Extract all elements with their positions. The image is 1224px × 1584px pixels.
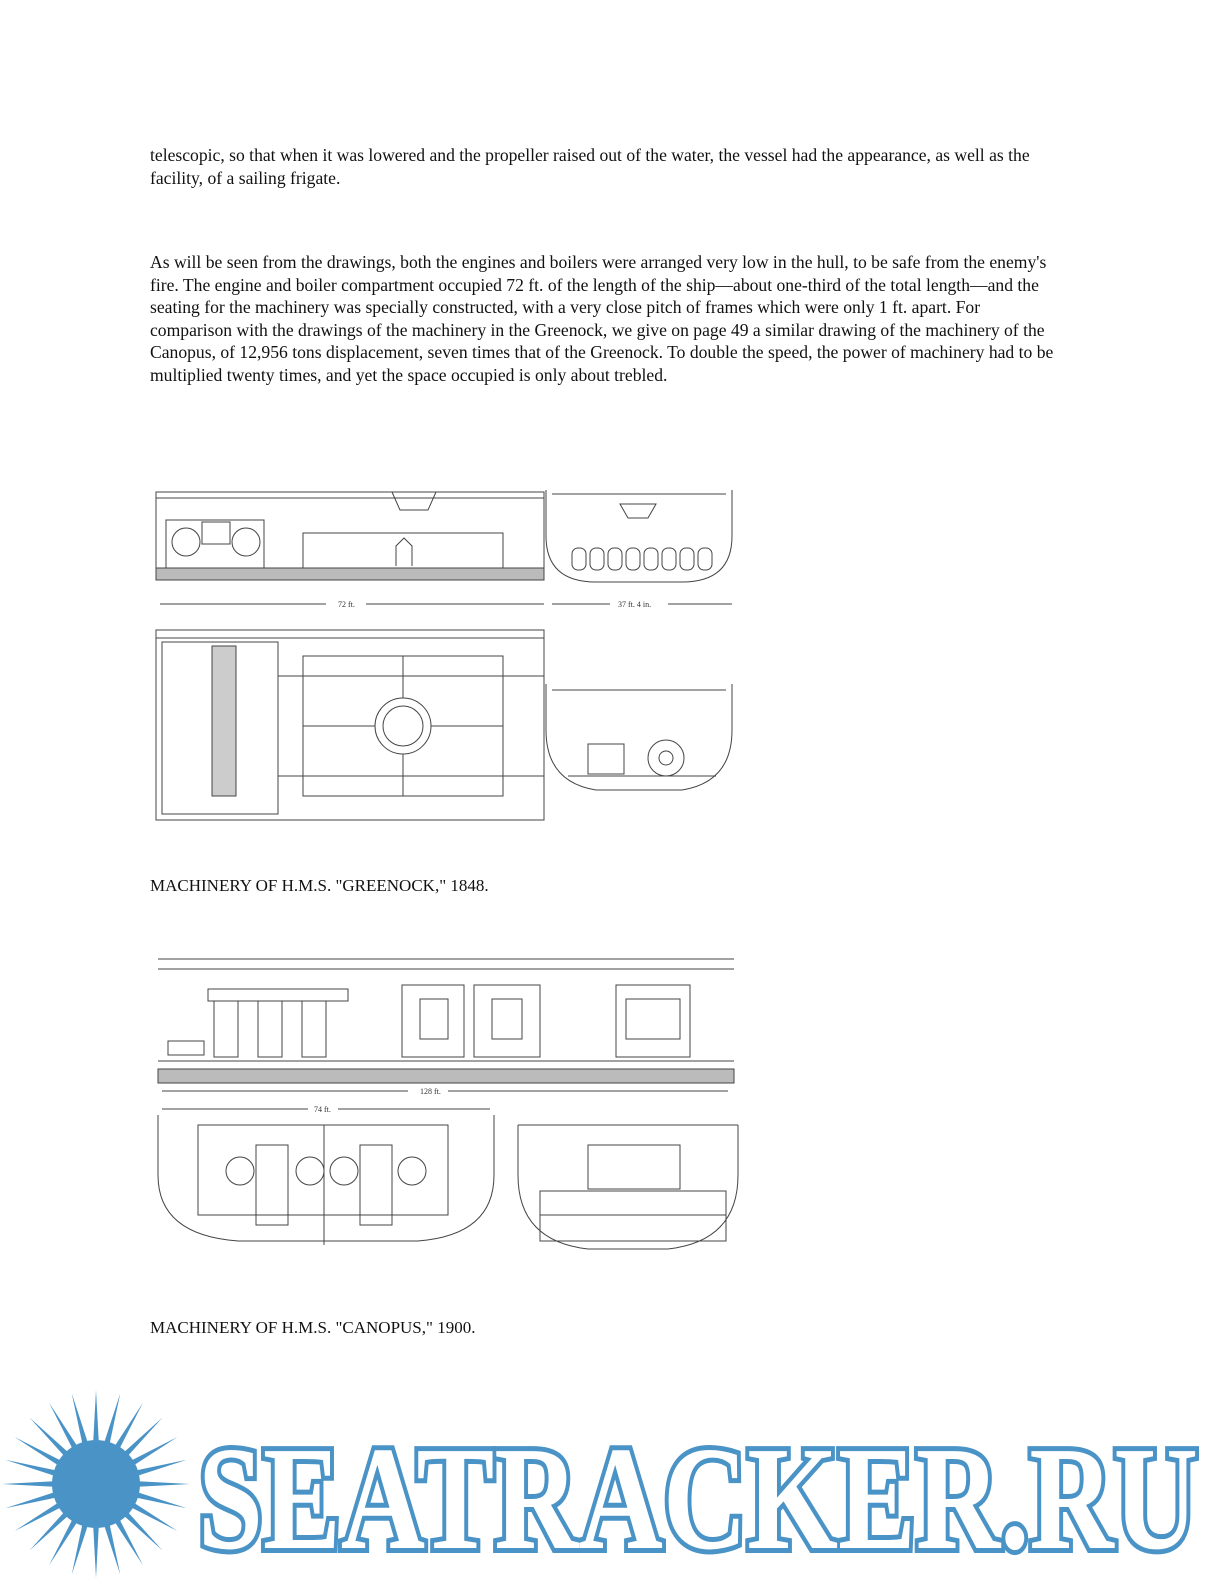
- paragraph-2: As will be seen from the drawings, both the engines and boilers were arranged very low in the hull, to be safe from the enemy's fire. The engine and boiler compartment occupied 72 ft. of the length of the ship—about one-third of the total length—and the seating for the machinery was specially constructed, with a very close pitch of frames which were only 1 ft. apart. For comparison with the drawings of the machinery in the Greenock, we give on page 49 a similar drawing of the machinery of the Canopus, of 12,956 tons displacement, seven times that of the Greenock. To double the speed, the power of machinery had to be multiplied twenty times, and yet the space occupied is only about trebled.: [150, 252, 1054, 385]
- dimension-label-128ft: 128 ft.: [420, 1087, 441, 1096]
- greenock-machinery-drawing: [148, 486, 740, 830]
- figure-caption-canopus: MACHINERY OF H.M.S. "CANOPUS," 1900.: [150, 1318, 476, 1337]
- paragraph-1: telescopic, so that when it was lowered and the propeller raised out of the water, the vessel had the appearance, as well as the facility, of a sailing frigate.: [150, 145, 1030, 188]
- dimension-label-74ft: 74 ft.: [314, 1105, 331, 1114]
- figure-caption-greenock: MACHINERY OF H.M.S. "GREENOCK," 1848.: [150, 876, 489, 895]
- canopus-machinery-drawing: [148, 945, 740, 1285]
- dimension-label-37ft: 37 ft. 4 in.: [618, 600, 652, 609]
- dimension-label-72ft: 72 ft.: [338, 600, 355, 609]
- seatracker-watermark: [0, 1388, 1224, 1584]
- watermark-text: SEATRACKER.RU: [198, 1417, 1198, 1581]
